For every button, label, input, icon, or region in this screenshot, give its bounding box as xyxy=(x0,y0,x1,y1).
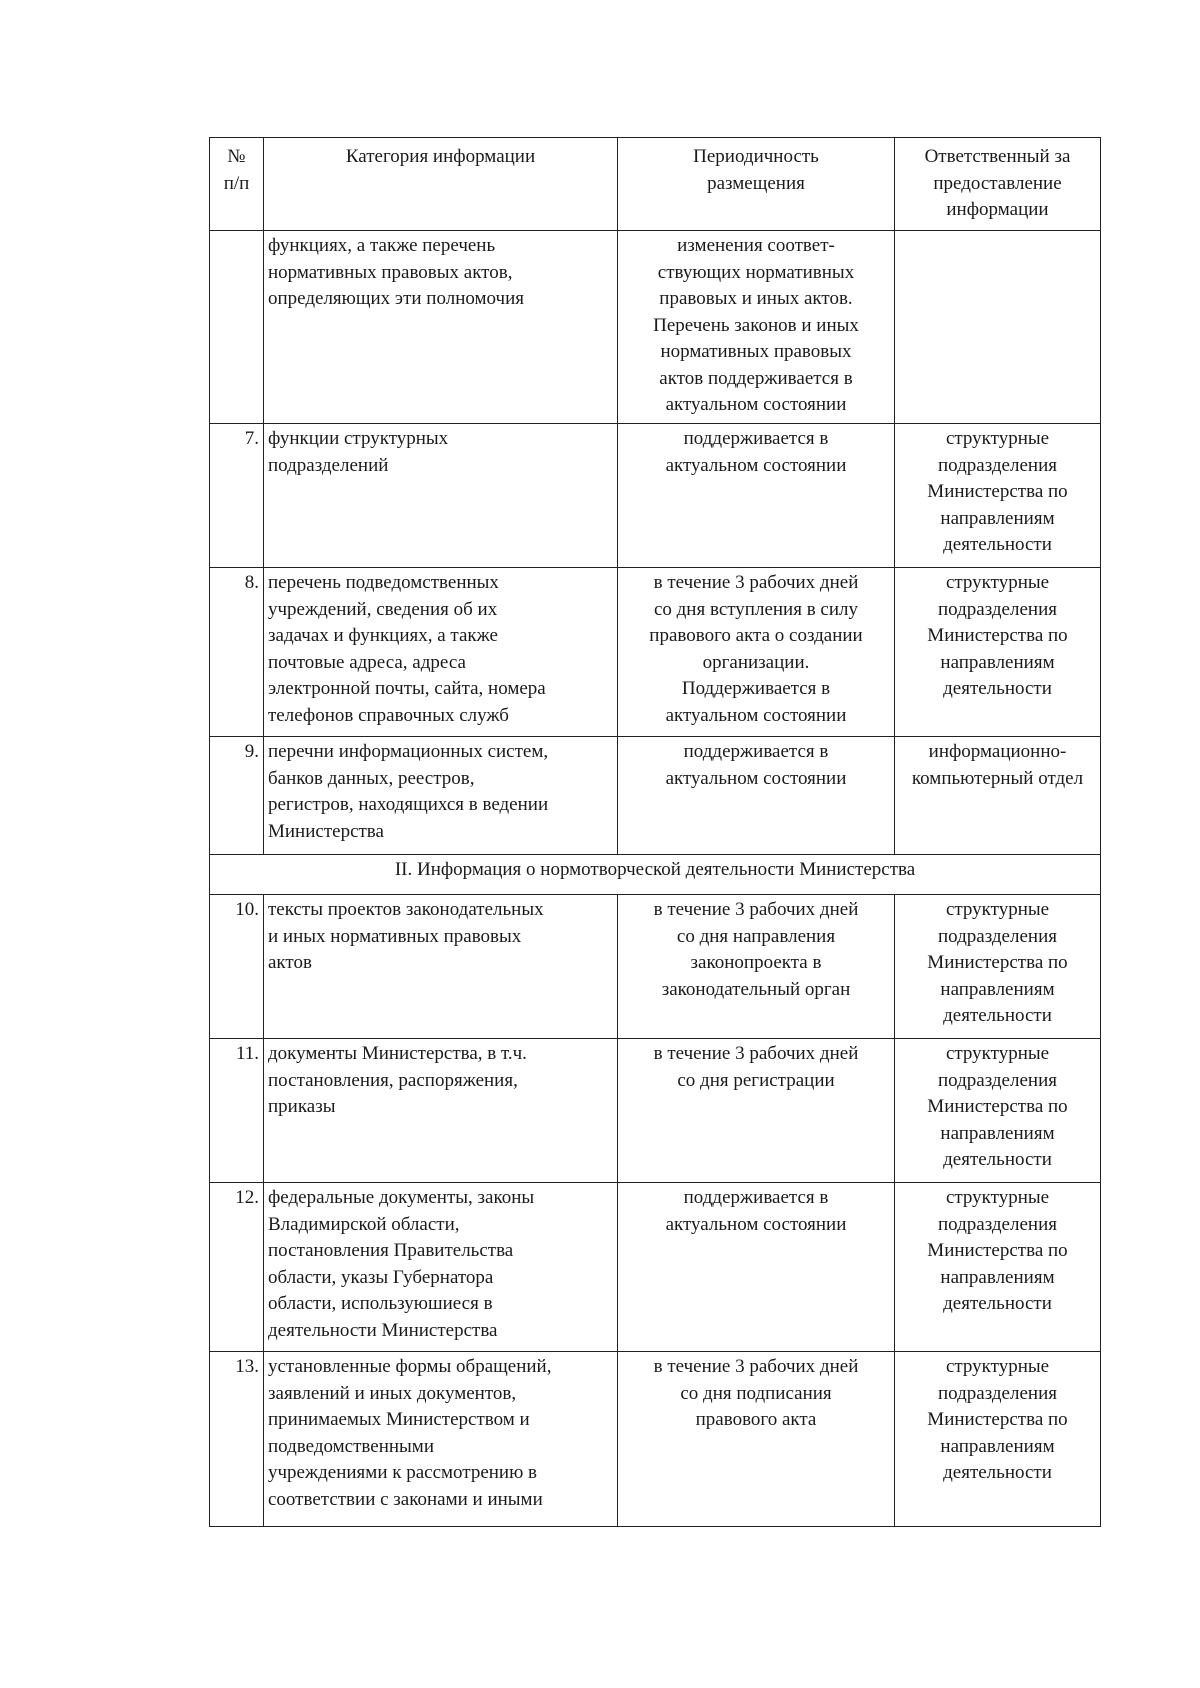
row-responsible: структурные подразделения Министерства по направлениям деятельности xyxy=(895,568,1101,737)
header-category: Категория информации xyxy=(264,138,618,231)
row-number: 8. xyxy=(210,568,264,737)
row-number: 7. xyxy=(210,424,264,568)
table-row xyxy=(210,424,1101,568)
row-periodicity: изменения соответ- ствующих нормативных правовых и иных актов. Перечень законов и иных нормативных правовых актов поддерживается в актуальном состоянии xyxy=(618,231,895,424)
row-category: перечень подведомственных учреждений, сведения об их задачах и функциях, а также почтовые адреса, адреса электронной почты, сайта, номера телефонов справочных служб xyxy=(264,568,618,737)
table-row xyxy=(210,737,1101,855)
row-periodicity: поддерживается в актуальном состоянии xyxy=(618,737,895,855)
row-category: федеральные документы, законы Владимирской области, постановления Правительства области, указы Губернатора области, используюшиеся в деятельности Министерства xyxy=(264,1183,618,1352)
row-number xyxy=(210,231,264,424)
row-category: тексты проектов законодательных и иных нормативных правовых актов xyxy=(264,895,618,1039)
table-header-row xyxy=(210,138,1101,231)
table-row xyxy=(210,568,1101,737)
table-row xyxy=(210,895,1101,1039)
table-row xyxy=(210,231,1101,424)
section-row xyxy=(210,855,1101,895)
row-periodicity: в течение 3 рабочих дней со дня вступления в силу правового акта о создании организации. Поддерживается в актуальном состоянии xyxy=(618,568,895,737)
row-category: функциях, а также перечень нормативных правовых актов, определяющих эти полномочия xyxy=(264,231,618,424)
table-row xyxy=(210,1039,1101,1183)
table-row xyxy=(210,1183,1101,1352)
row-responsible: структурные подразделения Министерства по направлениям деятельности xyxy=(895,424,1101,568)
row-responsible xyxy=(895,231,1101,424)
row-responsible: информационно- компьютерный отдел xyxy=(895,737,1101,855)
row-number: 11. xyxy=(210,1039,264,1183)
row-responsible: структурные подразделения Министерства по направлениям деятельности xyxy=(895,895,1101,1039)
row-category: установленные формы обращений, заявлений и иных документов, принимаемых Министерством и подведомственными учреждениями к рассмотрению в соответствии с законами и иными xyxy=(264,1352,618,1527)
row-responsible: структурные подразделения Министерства по направлениям деятельности xyxy=(895,1183,1101,1352)
row-number: 13. xyxy=(210,1352,264,1527)
row-number: 10. xyxy=(210,895,264,1039)
row-periodicity: поддерживается в актуальном состоянии xyxy=(618,1183,895,1352)
header-num: № п/п xyxy=(210,138,264,231)
row-periodicity: в течение 3 рабочих дней со дня направления законопроекта в законодательный орган xyxy=(618,895,895,1039)
row-number: 9. xyxy=(210,737,264,855)
row-category: документы Министерства, в т.ч. постановления, распоряжения, приказы xyxy=(264,1039,618,1183)
row-category: перечни информационных систем, банков данных, реестров, регистров, находящихся в ведении Министерства xyxy=(264,737,618,855)
row-category: функции структурных подразделений xyxy=(264,424,618,568)
row-periodicity: поддерживается в актуальном состоянии xyxy=(618,424,895,568)
header-responsible: Ответственный за предоставление информации xyxy=(895,138,1101,231)
section-title: II. Информация о нормотворческой деятельности Министерства xyxy=(210,855,1101,895)
row-number: 12. xyxy=(210,1183,264,1352)
row-periodicity: в течение 3 рабочих дней со дня подписания правового акта xyxy=(618,1352,895,1527)
information-table xyxy=(209,137,1101,1527)
table-row xyxy=(210,1352,1101,1527)
row-periodicity: в течение 3 рабочих дней со дня регистрации xyxy=(618,1039,895,1183)
row-responsible: структурные подразделения Министерства по направлениям деятельности xyxy=(895,1039,1101,1183)
row-responsible: структурные подразделения Министерства по направлениям деятельности xyxy=(895,1352,1101,1527)
header-periodicity: Периодичность размещения xyxy=(618,138,895,231)
